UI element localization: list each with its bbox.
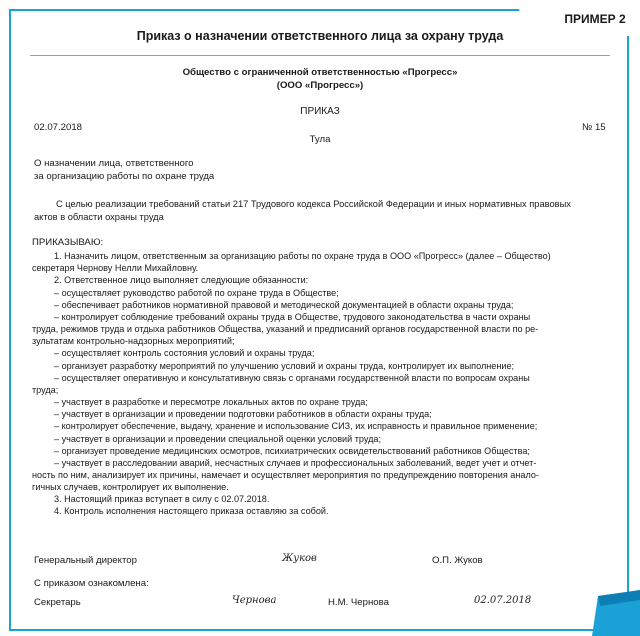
order-line: – участвует в организации и проведении подготовки работников в области охраны труда;	[54, 409, 432, 420]
director-name: О.П. Жуков	[432, 555, 483, 566]
order-date: 02.07.2018	[34, 122, 83, 133]
order-line: – участвует в разработке и пересмотре локальных актов по охране труда;	[54, 397, 368, 408]
org-name: Общество с ограниченной ответственностью «Прогресс»	[182, 67, 458, 78]
order-word: ПРИКАЗ	[300, 106, 340, 117]
order-line: 2. Ответственное лицо выполняет следующие обязанности:	[54, 275, 309, 286]
order-line: 3. Настоящий приказ вступает в силу с 02.07.2018.	[54, 494, 270, 505]
order-subject-line: О назначении лица, ответственного	[34, 158, 194, 169]
order-number: № 15	[582, 122, 606, 133]
org-short-name: (ООО «Прогресс»)	[276, 80, 364, 91]
order-line: гичных случаев, контролирует их выполнение.	[32, 482, 229, 493]
order-line: – контролирует обеспечение, выдачу, хранение и использование СИЗ, их исправность и правильное применение;	[54, 421, 538, 432]
order-line: зультатам контрольно-надзорных мероприятий;	[32, 336, 235, 347]
order-line: – обеспечивает работников нормативной правовой и методической документацией в области охраны труда;	[54, 299, 514, 310]
director-title: Генеральный директор	[34, 555, 137, 566]
order-line: – организует разработку мероприятий по улучшению условий и охраны труда, контролирует их выполнение;	[54, 360, 515, 371]
title-divider	[30, 55, 610, 56]
secretary-name: Н.М. Чернова	[328, 597, 389, 608]
example-badge: ПРИМЕР 2	[564, 12, 626, 26]
secretary-title: Секретарь	[34, 597, 81, 608]
order-line: труда;	[32, 384, 59, 395]
order-line: 1. Назначить лицом, ответственным за организацию работы по охране труда в ООО «Прогресс» (далее – Общество)	[54, 251, 551, 262]
corner-decoration-bottom	[592, 590, 640, 636]
order-body	[32, 237, 612, 518]
order-line: – организует проведение медицинских осмотров, психиатрических освидетельствований работников Общества;	[54, 445, 530, 456]
order-line: – осуществляет контроль состояния условий и охраны труда;	[54, 348, 315, 359]
secretary-signature: Чернова	[232, 595, 277, 606]
order-line: – контролирует соблюдение требований охраны труда в Обществе, трудового законодательства в части охраны	[54, 311, 531, 322]
order-city: Тула	[309, 134, 331, 145]
order-line: секретаря Чернову Нелли Михайловну.	[32, 263, 199, 274]
order-line: труда, режимов труда и отдыха работников Общества, указаний и предписаний органов государственной власти по ре-	[32, 324, 539, 335]
secretary-date: 02.07.2018	[474, 595, 532, 606]
acquainted-label: С приказом ознакомлена:	[34, 578, 149, 589]
order-line: – осуществляет оперативную и консультативную связь с органами государственной власти по вопросам охраны	[54, 372, 530, 383]
preamble-line: актов в области охраны труда	[34, 212, 164, 222]
preamble-line: С целью реализации требований статьи 217 Трудового кодекса Российской Федерации и иных нормативных правовых	[56, 199, 571, 209]
director-signature: Жуков	[282, 553, 317, 564]
order-line: – осуществляет руководство работой по охране труда в Обществе;	[54, 287, 339, 298]
page-title: Приказ о назначении ответственного лица за охрану труда	[136, 29, 504, 43]
order-line: ПРИКАЗЫВАЮ:	[32, 237, 104, 248]
order-subject-line: за организацию работы по охране труда	[34, 171, 215, 182]
order-line: – участвует в расследовании аварий, несчастных случаев и профессиональных заболеваний, ведет учет и отчет-	[54, 457, 537, 468]
order-line: – участвует в организации и проведении специальной оценки условий труда;	[54, 433, 381, 444]
order-line: 4. Контроль исполнения настоящего приказа оставляю за собой.	[54, 506, 329, 517]
order-line: ность по ним, анализирует их причины, намечает и осуществляет мероприятия по предупреждению повторения анало-	[32, 469, 539, 480]
